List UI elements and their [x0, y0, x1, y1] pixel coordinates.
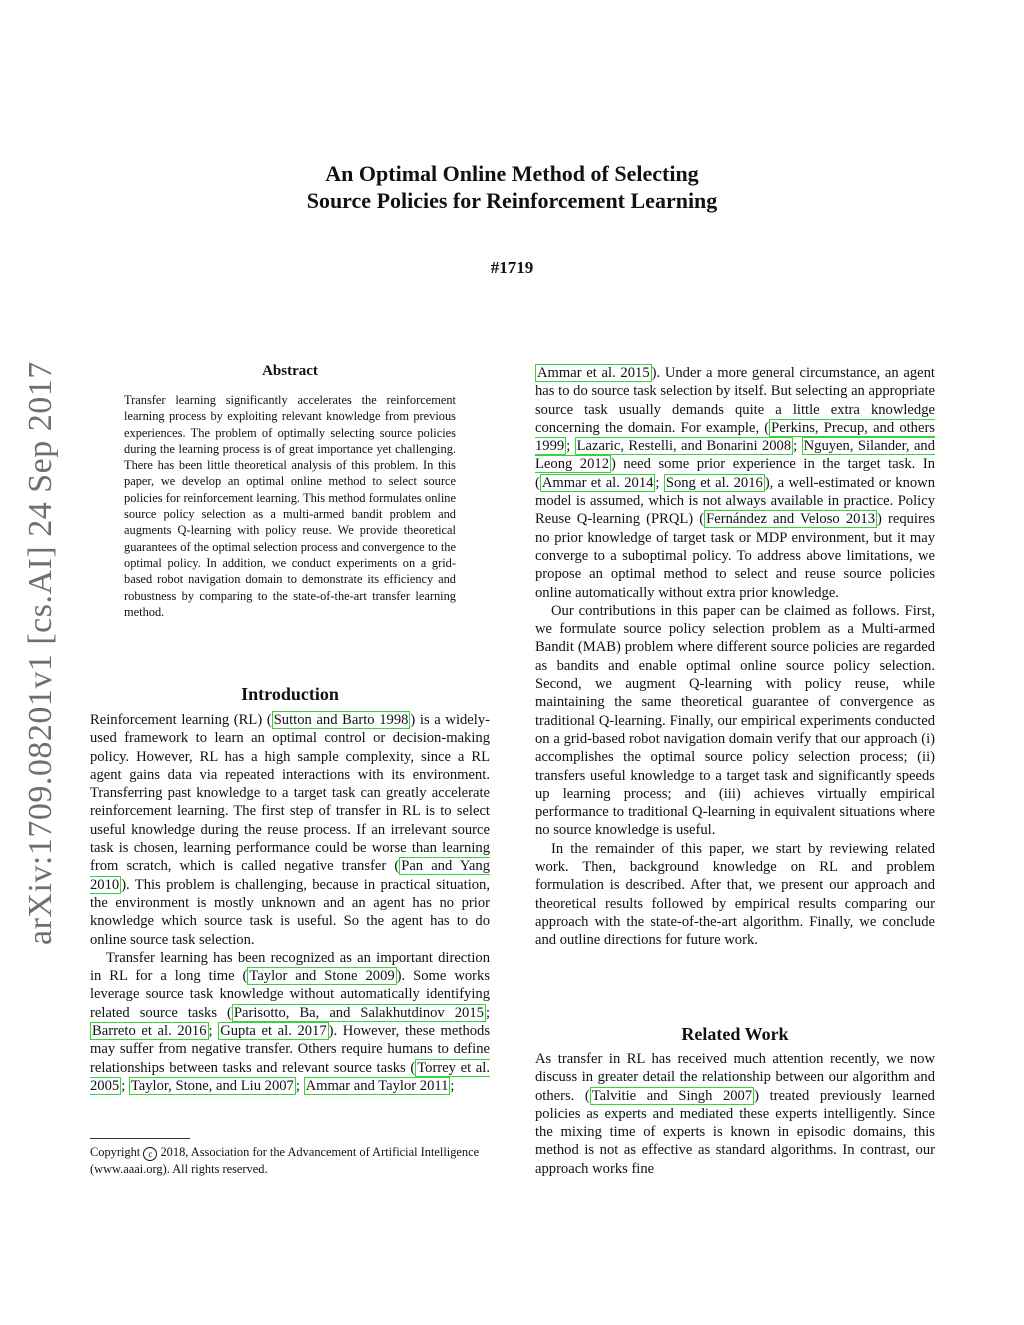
citation-link[interactable]: Gupta et al. 2017: [220, 1023, 327, 1040]
citation-link[interactable]: Ammar et al. 2015: [537, 365, 650, 381]
citation-link[interactable]: Talvitie and Singh 2007: [591, 1087, 753, 1104]
citation-link[interactable]: Parisotto, Ba, and Salakhutdinov 2015: [233, 1004, 484, 1021]
citation-link[interactable]: Song et al. 2016: [665, 474, 763, 491]
text-run: Reinforcement learning (RL) (: [90, 712, 272, 728]
related-paragraph-1: [535, 1050, 935, 1178]
citation-link[interactable]: Pan and Yang 2010: [90, 858, 490, 893]
right-column-body: [535, 364, 935, 950]
citation-link[interactable]: Fernández and Veloso 2013: [706, 511, 876, 528]
arxiv-stamp: arXiv:1709.08201v1 [cs.AI] 24 Sep 2017: [22, 361, 59, 945]
text-run: ;: [485, 1004, 490, 1021]
title-line-1: An Optimal Online Method of Selecting: [325, 161, 699, 186]
text-run: ;: [566, 438, 575, 455]
text-run: ;: [208, 1023, 219, 1040]
text-run: ;: [295, 1077, 304, 1094]
text-run: Copyright: [90, 1145, 141, 1159]
right-paragraph-2: Our contributions in this paper can be claimed as follows. First, we formulate source policy selection problem as a Multi-armed Bandit (MAB) problem where different source policies are regarded as bandits and enable optimal online source policy selection. Second, we augment Q-learning with policy reuse, while maintaining the same theoretical guarantee of convergence as traditional Q-learning. Finally, our empirical experiments conducted on a grid-based robot navigation domain verify that our approach (i) accomplishes the optimal source policy selection process; (ii) transfers useful knowledge to a target task and significantly speeds up learning process; and (iii) achieves virtually empirical performance to traditional Q-learning in equivalent situations where no source knowledge is useful.: [535, 602, 935, 839]
related-work-heading: Related Work: [681, 1024, 789, 1044]
intro-paragraph-2: [90, 949, 490, 1095]
copyright-footnote: [90, 1144, 490, 1177]
text-run: Transfer learning has been recognized as an important direction in RL for a long time (: [90, 949, 490, 985]
paper-id: #1719: [490, 258, 534, 277]
text-run: ) treated previously learned policies as experts and mediated these experts intelligently. Since the mixing time of experts is known in episodic domains, this method is not as effective as standard algorithms. In contrast, our approach works fine: [535, 1087, 935, 1177]
introduction-body: [90, 711, 490, 1095]
abstract-text: Transfer learning significantly accelerates the reinforcement learning process by exploiting relevant knowledge from previous experiences. The problem of optimally selecting source policies during the learning process is of great importance yet challenging. There has been little theoretical analysis of this problem. In this paper, we develop an optimal online method to select source policies for reinforcement learning. This method formulates online source policy selection as a multi-armed bandit problem and augments Q-learning with policy reuse. We provide theoretical guarantees of the optimal selection process and convergence to the optimal policy. In addition, we conduct experiments on a grid-based robot navigation domain to demonstrate its efficiency and robustness by comparing to the state-of-the-art transfer learning method.: [124, 393, 456, 619]
right-paragraph-3: In the remainder of this paper, we start by reviewing related work. Then, background knowledge on RL and problem formulation is described. After that, we present our approach and theoretical results followed by empirical results comparing our approach with the state-of-the-art algorithm. Finally, we conclude and outline directions for future work.: [535, 840, 935, 949]
text-run: ) is a widely-used framework to learn an optimal control or decision-making policy. However, RL has a high sample complexity, since a RL agent gains data via repeated interactions with its environment. Transferring past knowledge to a target task can greatly accelerate reinforcement learning. The first step of transfer in RL is to select useful knowledge during the reuse process. If an irrelevant source task is chosen, learning performance could be worse than learning from scratch, which is called negative transfer (: [90, 712, 490, 875]
citation-link[interactable]: Sutton and Barto 1998: [273, 712, 409, 728]
text-run: ;: [793, 438, 802, 455]
text-run: ;: [121, 1077, 129, 1094]
text-run: ). This problem is challenging, because in practical situation, the environment is mostly unknown and an agent has no prior knowledge which source task is useful. So the agent has to do online source task selection.: [90, 876, 490, 948]
citation-link[interactable]: Lazaric, Restelli, and Bonarini 2008: [576, 438, 792, 455]
text-run: ). Under a more general circumstance, an agent has to do source task selection by itself. But selecting an appropriate source task usually demands quite a little extra knowledge concerning the domain. For example, (: [535, 365, 935, 436]
abstract-heading: Abstract: [262, 363, 318, 379]
citation-link[interactable]: Perkins, Precup, and others 1999: [535, 419, 935, 455]
text-run: ). However, these methods may suffer from negative transfer. Others require humans to define relationships between tasks and relevant source tasks (: [90, 1023, 491, 1076]
text-run: ), a well-estimated or known model is assumed, which is not always available in practice. Policy Reuse Q-learning (PRQL) (: [535, 474, 936, 528]
footnote-rule: [90, 1138, 190, 1139]
intro-paragraph-1: [90, 711, 490, 949]
text-run: 2018, Association for the Advancement of Artificial Intelligence (www.aaai.org). All rights reserved.: [90, 1145, 480, 1176]
paper-title: [0, 160, 1024, 214]
citation-link[interactable]: Torrey et al. 2005: [90, 1059, 490, 1094]
introduction-heading: Introduction: [241, 684, 339, 704]
citation-link[interactable]: Nguyen, Silander, and Leong 2012: [535, 438, 936, 473]
text-run: ) requires no prior knowledge of target task or MDP environment, but it may converge to a suboptimal policy. To address above limitations, we propose an optimal method to select and reuse source policies online automatically without extra prior knowledge.: [535, 511, 935, 601]
text-run: ). Some works leverage source task knowledge without automatically identifying related source tasks (: [90, 968, 490, 1021]
related-work-body: [535, 1050, 935, 1178]
citation-link[interactable]: Taylor and Stone 2009: [249, 968, 395, 985]
right-paragraph-1: [535, 364, 935, 602]
text-run: ;: [450, 1077, 455, 1094]
citation-link[interactable]: Barreto et al. 2016: [92, 1023, 207, 1040]
text-run: As transfer in RL has received much attention recently, we now discuss in greater detail the relationship between our algorithm and others. (: [535, 1051, 935, 1104]
copyright-symbol: c: [143, 1147, 157, 1161]
text-run: ;: [655, 474, 664, 491]
citation-link[interactable]: Ammar and Taylor 2011: [305, 1077, 449, 1094]
title-line-2: Source Policies for Reinforcement Learning: [306, 188, 718, 213]
citation-link[interactable]: Taylor, Stone, and Liu 2007: [130, 1077, 294, 1094]
citation-link[interactable]: Ammar et al. 2014: [541, 474, 654, 491]
text-run: ) need some prior experience in the target task. In (: [535, 456, 935, 491]
